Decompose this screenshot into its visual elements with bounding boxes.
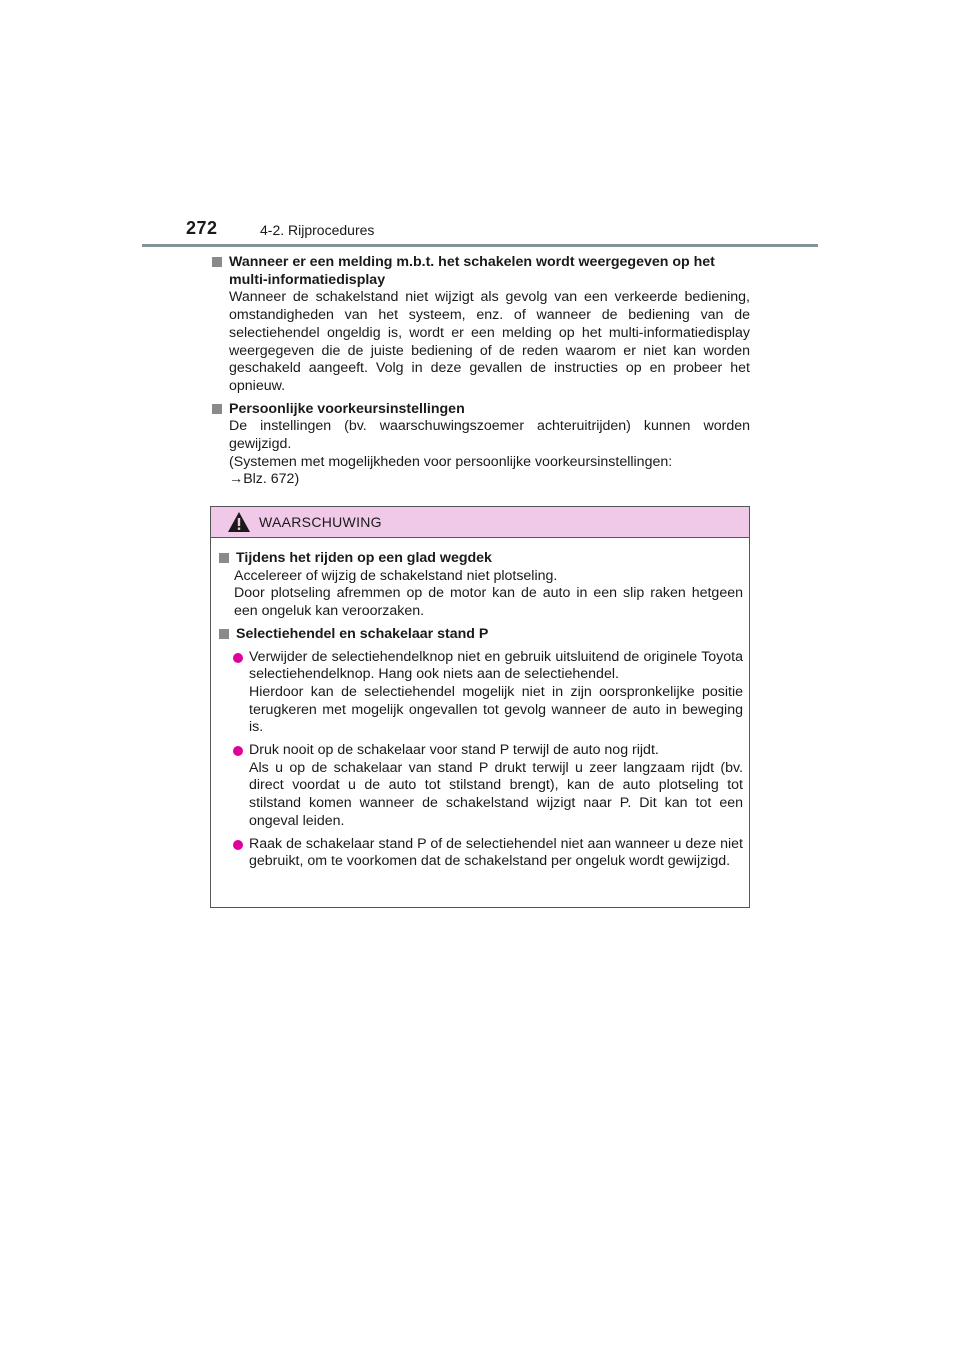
page-number: 272 — [186, 218, 218, 238]
bullet-paragraph: Verwijder de selectiehendelknop niet en gebruik uitsluitend de originele Toyota selectiehendelknop. Hang ook niets aan de selectiehendel. — [249, 648, 743, 683]
warning-heading-text: Selectiehendel en schakelaar stand P — [236, 625, 489, 642]
dot-bullet-icon — [233, 840, 243, 850]
section-body — [210, 289, 750, 395]
body-paragraph: (Systemen met mogelijkheden voor persoonlijke voorkeursinstellingen: — [229, 453, 673, 470]
warning-header — [211, 507, 749, 538]
warning-body — [211, 538, 749, 871]
warning-label: WAARSCHUWING — [259, 514, 382, 530]
section-shift-message — [210, 254, 750, 396]
warning-section-slippery-road — [217, 550, 743, 621]
bullet-text — [249, 742, 743, 831]
section-title: 4-2. Rijprocedures — [260, 222, 375, 238]
square-bullet-icon — [219, 629, 229, 639]
bullet-text — [249, 649, 743, 738]
section-personal-settings — [210, 401, 750, 490]
body-paragraph: Wanneer de schakelstand niet wijzigt als gevolg van een verkeerde bediening, omstandigheden van het systeem, enz. of wanneer de bediening van de selectiehendel ongeldig is, wordt er een melding op het multi-informatiedisplay weergegeven die de juiste bediening of de reden waarom er niet kan worden geschakeld aangeeft. Volg in deze gevallen de instructies op en probeer het opnieuw. — [229, 289, 750, 394]
bullet-paragraph: Druk nooit op de schakelaar voor stand P terwijl de auto nog rijdt. — [249, 742, 659, 759]
square-bullet-icon — [219, 553, 229, 563]
square-bullet-icon — [212, 257, 222, 267]
section-body — [210, 418, 750, 489]
warning-heading-text: Tijdens het rijden op een glad wegdek — [236, 550, 492, 566]
warning-paragraph: Door plotseling afremmen op de motor kan de auto in een slip raken hetgeen een ongeluk kan veroorzaken. — [234, 585, 743, 620]
header-rule — [142, 244, 818, 247]
warning-triangle-icon — [227, 511, 251, 533]
bullet-paragraph: Raak de schakelaar stand P of de selectiehendel niet aan wanneer u deze niet gebruikt, om te voorkomen dat de schakelstand per ongeluk wordt gewijzigd. — [249, 835, 743, 870]
section-heading-text: Wanneer er een melding m.b.t. het schakelen wordt weergegeven op het multi-informatiedisplay — [229, 254, 715, 288]
section-heading — [210, 254, 750, 289]
dot-bullet-icon — [233, 653, 243, 663]
bullet-paragraph: Hierdoor kan de selectiehendel mogelijk niet in zijn oorspronkelijke positie terugkeren met mogelijk ongevallen tot gevolg wanneer de auto in beweging is. — [249, 683, 743, 736]
warning-heading — [217, 626, 743, 644]
warning-paragraph: Accelereer of wijzig de schakelstand niet plotseling. — [234, 567, 558, 584]
warning-section-selector-lever — [217, 626, 743, 644]
bullet-paragraph: Als u op de schakelaar van stand P drukt terwijl u zeer langzaam rijdt (bv. direct voordat u de auto tot stilstand brengt), kan de auto plotseling tot stilstand komen wanneer de schakelstand wijzigt naar P. Dit kan tot een ongeval leiden. — [249, 759, 743, 829]
warning-heading — [217, 550, 743, 568]
warning-bullet — [217, 836, 743, 871]
warning-bullet — [217, 649, 743, 738]
bullet-text — [249, 836, 743, 871]
section-heading — [210, 401, 750, 419]
page-reference-link[interactable]: →Blz. 672) — [229, 471, 300, 488]
warning-box — [210, 506, 750, 908]
square-bullet-icon — [212, 404, 222, 414]
body-paragraph: De instellingen (bv. waarschuwingszoemer achteruitrijden) kunnen worden gewijzigd. — [229, 418, 750, 453]
warning-text — [217, 568, 743, 621]
section-heading-text: Persoonlijke voorkeursinstellingen — [229, 400, 465, 417]
main-content — [210, 254, 750, 494]
dot-bullet-icon — [233, 746, 243, 756]
warning-bullet — [217, 742, 743, 831]
